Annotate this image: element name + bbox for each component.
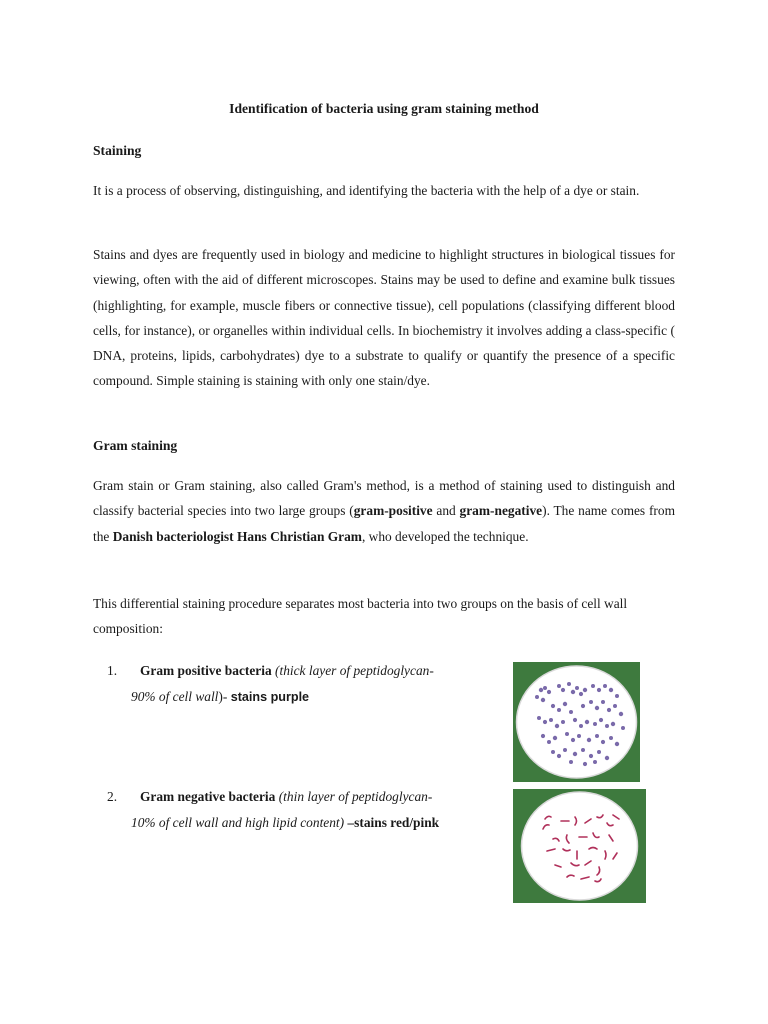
gram-negative-term: gram-negative xyxy=(459,503,543,519)
gram-staining-heading: Gram staining xyxy=(93,438,178,453)
stains-purple-label: stains purple xyxy=(230,689,310,704)
gram-positive-name: Gram positive bacteria xyxy=(140,663,272,678)
gram-person-name: Danish bacteriologist Hans Christian Gram xyxy=(112,528,362,544)
gram-staining-paragraph: Gram stain or Gram staining, also called Gram's method, is a method of staining used to distinguish and classify bacterial species into two large groups (gram-positive and gram-negative). The name comes from the Danish bacteriologist Hans Christian Gram, who developed the technique. xyxy=(93,478,675,544)
gram-positive-term: gram-positive xyxy=(353,503,433,519)
list-number: 2. xyxy=(107,789,118,804)
gram-positive-plate-image xyxy=(513,662,640,782)
list-number: 1. xyxy=(107,663,118,678)
gram-positive-plate-svg xyxy=(513,662,640,782)
staining-heading: Staining xyxy=(93,143,142,158)
staining-paragraph-1: It is a process of observing, distinguishing, and identifying the bacteria with the help of a dye or stain. xyxy=(93,183,640,198)
staining-paragraph-2: Stains and dyes are frequently used in biology and medicine to highlight structures in biological tissues for viewing, often with the aid of different microscopes. Stains may be used to define and examine bulk tissues (highlighting, for example, muscle fibers or connective tissue), cell populations (classifying different blood cells, for instance), or organelles within individual cells. In biochemistry it involves adding a class-specific ( DNA, proteins, lipids, carbohydrates) dye to a substrate to qualify or quantify the presence of a specific compound. Simple staining is staining with only one stain/dye. xyxy=(93,247,675,389)
differential-paragraph: This differential staining procedure separates most bacteria into two groups on the basis of cell wall composition: xyxy=(93,596,628,637)
petri-dish xyxy=(522,792,638,900)
stains-pink-label: stains red/pink xyxy=(354,814,440,830)
gram-negative-plate-svg xyxy=(513,789,646,903)
list-item-gram-negative: 2. Gram negative bacteria (thin layer of peptidoglycan- 10% of cell wall and high lipid content) –stains red/pink xyxy=(107,784,497,835)
list-item-gram-positive: 1. Gram positive bacteria (thick layer of peptidoglycan- 90% of cell wall)- stains purple xyxy=(107,658,497,710)
gram-negative-plate-image xyxy=(513,789,646,903)
petri-dish xyxy=(517,666,637,778)
document-title: Identification of bacteria using gram staining method xyxy=(229,101,539,116)
gram-negative-name: Gram negative bacteria xyxy=(140,789,276,804)
